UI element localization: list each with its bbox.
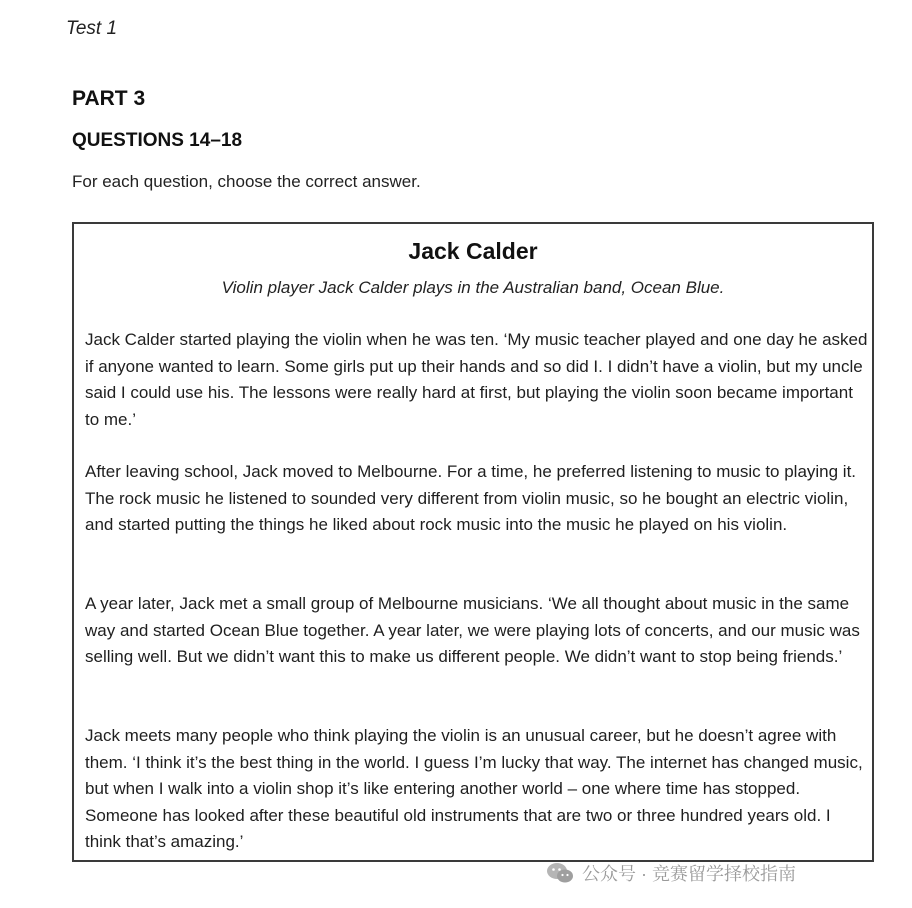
- watermark-text: 公众号 · 竞赛留学择校指南: [582, 864, 796, 884]
- article-title: Jack Calder: [408, 238, 538, 264]
- watermark: [546, 860, 796, 886]
- article-paragraph-4: Jack meets many people who think playing the violin is an unusual career, but he doesn’t agree with them. ‘I think it’s the best thing in the world. I guess I’m lucky that way. The internet has changed music, but when I walk into a violin shop it’s like entering another world – one where time has stopped. Someone has looked after these beautiful old instruments that are two or three hundred years old. I think that’s amazing.’: [85, 726, 863, 851]
- instruction-text: For each question, choose the correct answer.: [72, 172, 421, 191]
- article-box: [72, 222, 874, 862]
- part-title: PART 3: [72, 87, 146, 110]
- test-label: Test 1: [66, 18, 118, 39]
- article-paragraph-2: After leaving school, Jack moved to Melbourne. For a time, he preferred listening to music to playing it. The rock music he listened to sounded very different from violin music, so he bought an electric violin, and started putting the things he liked about rock music into the music he played on his violin.: [85, 462, 857, 534]
- wechat-icon: [546, 862, 574, 884]
- article-paragraph-3: A year later, Jack met a small group of Melbourne musicians. ‘We all thought about music in the same way and started Ocean Blue together. A year later, we were playing lots of concerts, and our music was selling well. But we didn’t want this to make us different people. We didn’t want to stop being friends.’: [85, 594, 860, 666]
- article-subtitle: Violin player Jack Calder plays in the Australian band, Ocean Blue.: [221, 278, 725, 297]
- article-paragraph-1: Jack Calder started playing the violin when he was ten. ‘My music teacher played and one day he asked if anyone wanted to learn. Some girls put up their hands and so did I. I didn’t have a violin, but my uncle said I could use his. The lessons were really hard at first, but playing the violin soon became important to me.’: [85, 330, 868, 429]
- questions-title: QUESTIONS 14–18: [72, 130, 243, 151]
